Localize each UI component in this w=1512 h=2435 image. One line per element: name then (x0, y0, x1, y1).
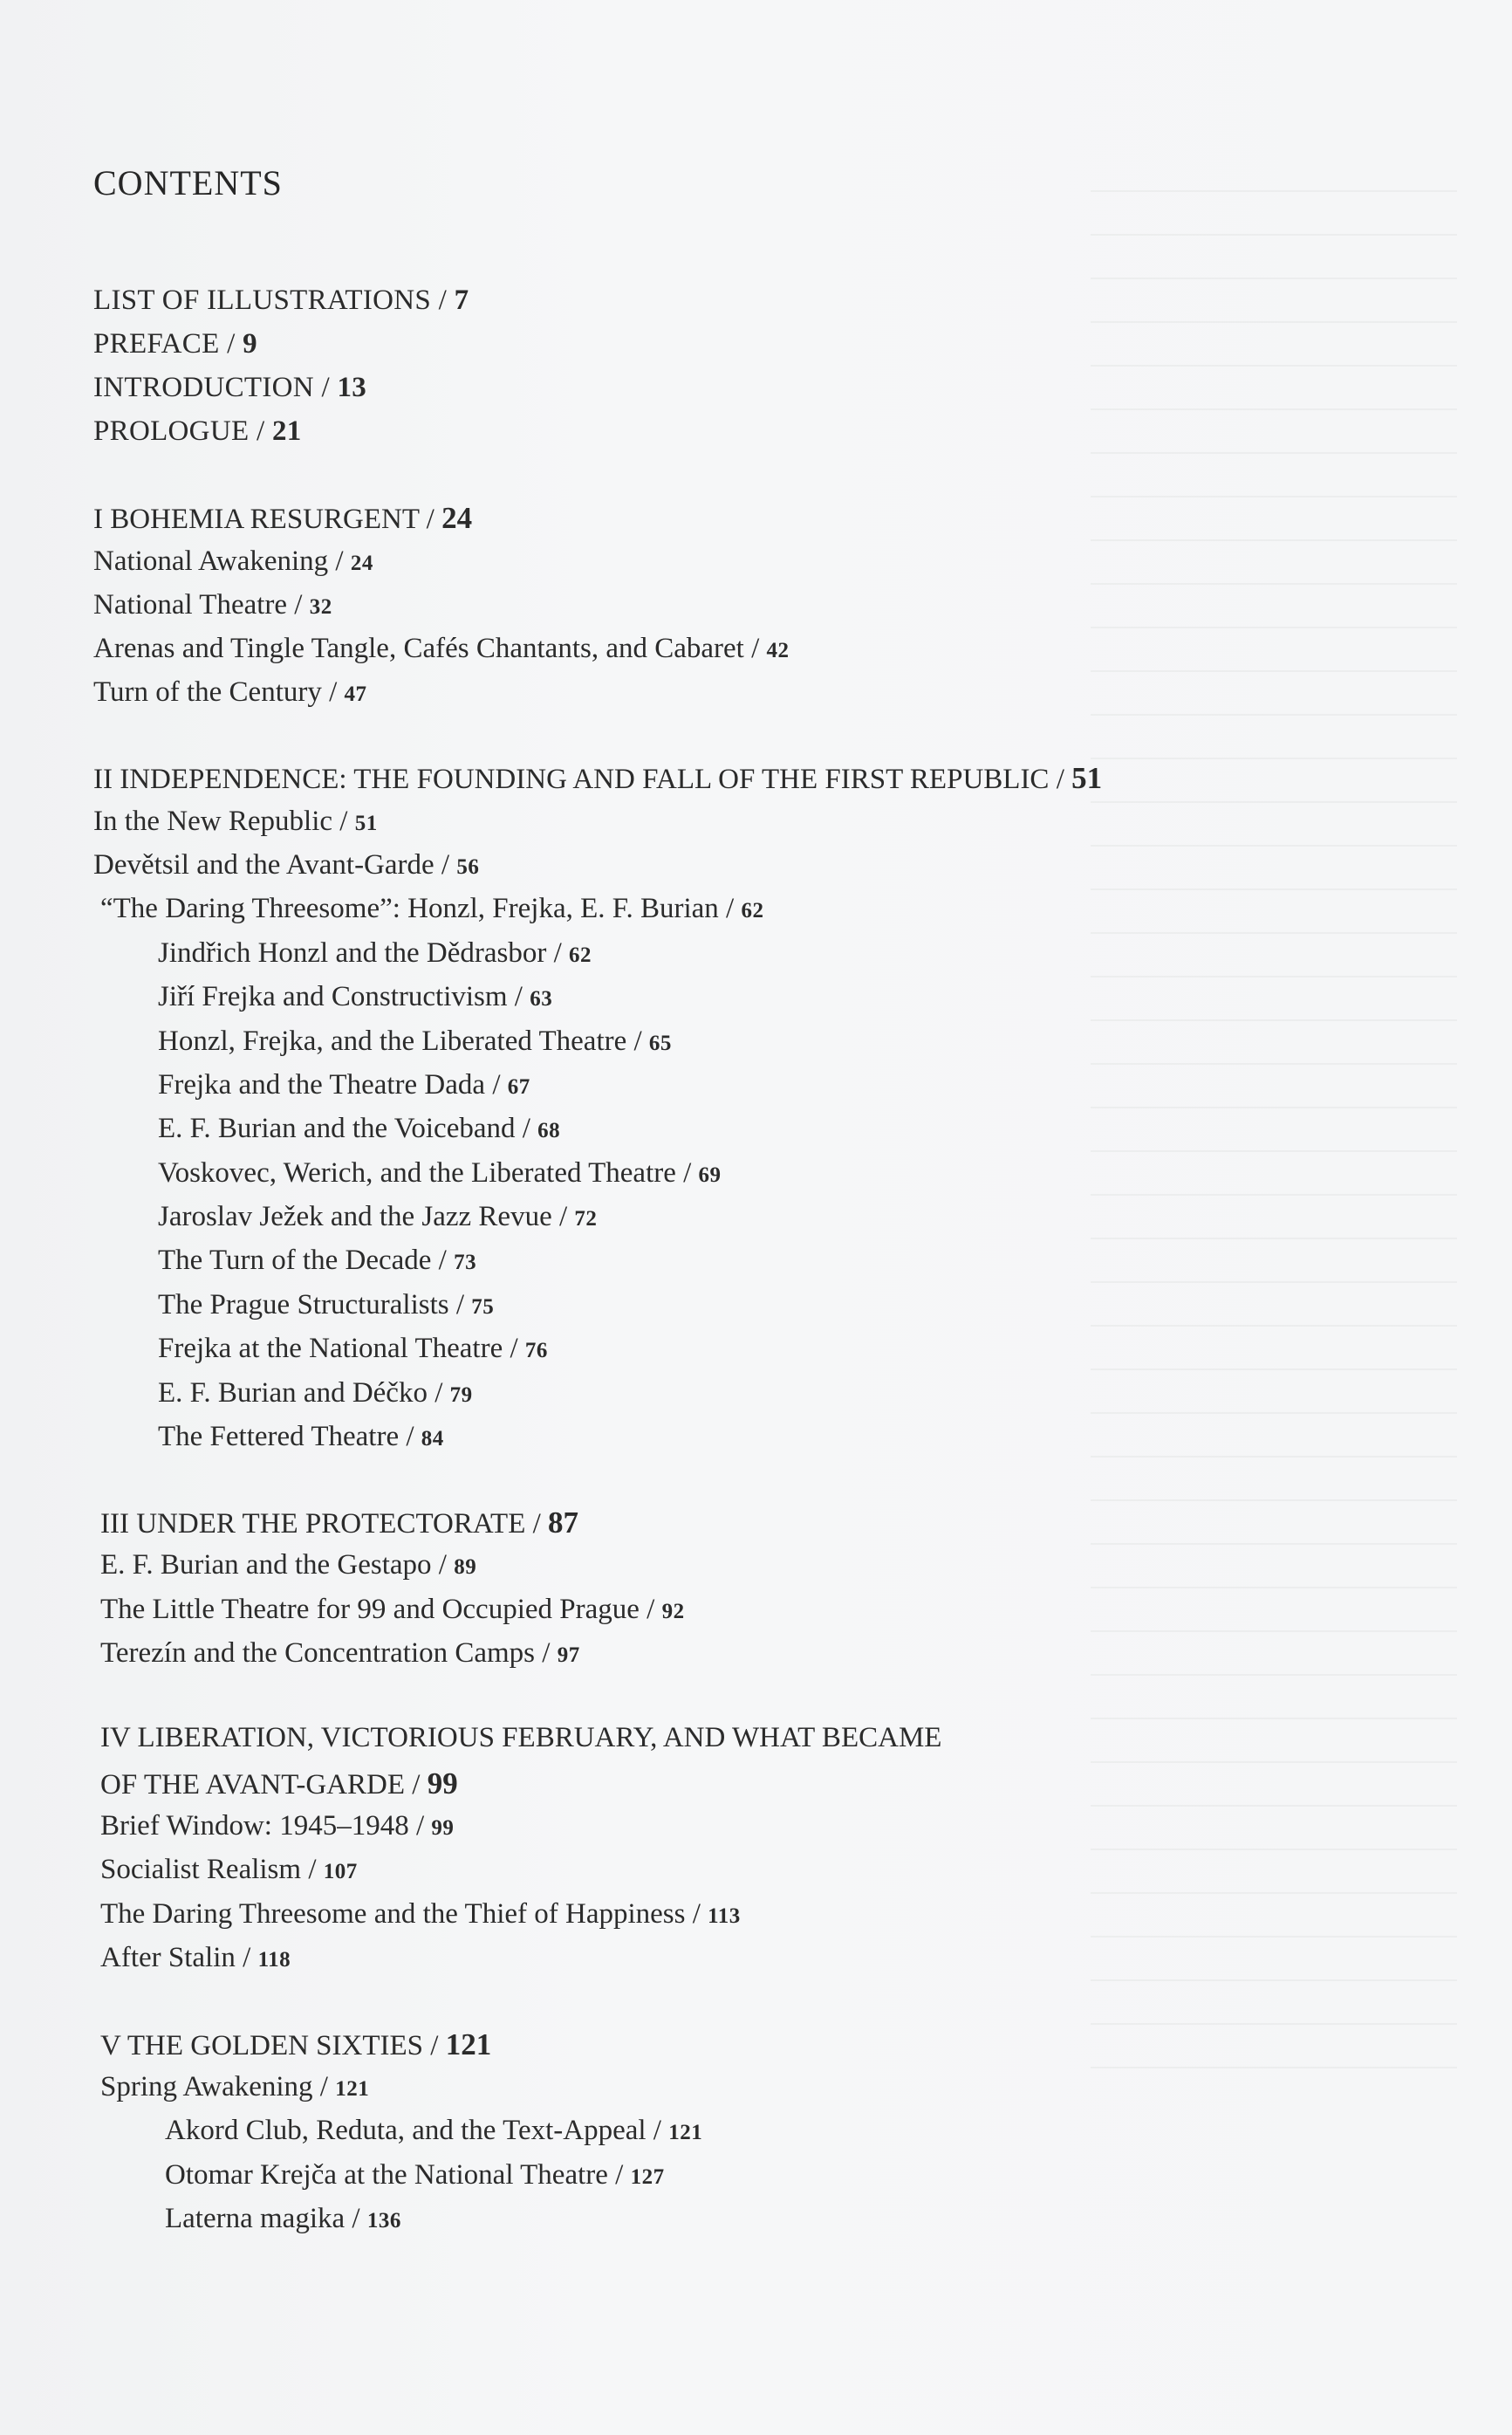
toc-entry (158, 1071, 530, 1100)
toc-page-number: 32 (309, 595, 332, 619)
toc-page-number: 79 (449, 1383, 473, 1407)
toc-entry-title: In the New Republic (93, 806, 333, 837)
toc-entry-title: PROLOGUE (93, 415, 250, 447)
toc-entry (93, 286, 469, 315)
toc-entry (93, 374, 366, 402)
toc-separator: / (301, 1854, 324, 1885)
toc-separator: / (743, 633, 767, 664)
toc-entry-title: Brief Window: 1945–1948 (100, 1810, 409, 1842)
toc-entry (165, 2161, 665, 2190)
toc-entry (100, 1551, 476, 1580)
toc-entry-title: “The Daring Threesome”: Honzl, Frejka, E. F. Burian (100, 893, 719, 924)
toc-separator: / (408, 1810, 432, 1842)
toc-page-number: 24 (441, 501, 473, 535)
toc-entry (158, 1246, 476, 1275)
toc-entry-title: National Awakening (93, 545, 329, 577)
toc-entry (93, 330, 257, 359)
toc-entry-title: The Fettered Theatre (158, 1421, 400, 1452)
toc-separator: / (427, 1377, 450, 1409)
toc-entry (158, 1379, 473, 1408)
toc-entry-title: The Daring Threesome and the Thief of Happiness (100, 1898, 686, 1930)
toc-page-number: 51 (1071, 761, 1103, 795)
toc-page-number: 136 (366, 2209, 401, 2233)
toc-entry-title: Laterna magika (165, 2203, 346, 2234)
toc-entry (158, 1423, 444, 1451)
toc-page-number: 63 (530, 987, 553, 1011)
toc-separator: / (485, 1069, 508, 1101)
toc-page-number: 56 (456, 855, 480, 879)
toc-entry-title: Jiří Frejka and Constructivism (158, 981, 508, 1012)
toc-separator: / (405, 1769, 428, 1801)
toc-entry-title: Jaroslav Ježek and the Jazz Revue (158, 1201, 552, 1232)
toc-entry (100, 2073, 369, 2102)
toc-entry-title: The Little Theatre for 99 and Occupied Prague (100, 1594, 640, 1625)
toc-entry (100, 1944, 291, 1972)
toc-separator: / (312, 2071, 336, 2102)
toc-separator: / (639, 1594, 662, 1625)
toc-page-number: 121 (668, 2121, 703, 2144)
toc-page-number: 65 (648, 1032, 672, 1055)
toc-separator: / (287, 589, 310, 621)
toc-entry-title: IV LIBERATION, VICTORIOUS FEBRUARY, AND WHAT BECAME (100, 1722, 942, 1753)
toc-entry-title: Socialist Realism (100, 1854, 302, 1885)
toc-entry (158, 1291, 494, 1320)
toc-entry-title: Turn of the Century (93, 676, 322, 708)
toc-entry (100, 1768, 458, 1800)
toc-separator: / (507, 981, 530, 1012)
toc-page-number: 107 (323, 1860, 358, 1883)
toc-page-number: 68 (537, 1119, 561, 1142)
toc-entry-title: E. F. Burian and the Gestapo (100, 1549, 432, 1581)
toc-entry-title: After Stalin (100, 1942, 236, 1973)
toc-entry (93, 763, 1102, 794)
toc-separator: / (431, 285, 455, 316)
toc-page-number: 67 (507, 1075, 530, 1099)
toc-entry-title: National Theatre (93, 589, 288, 621)
toc-separator: / (235, 1942, 258, 1973)
toc-entry-title: Terezín and the Concentration Camps (100, 1637, 536, 1669)
toc-separator: / (431, 1549, 455, 1581)
toc-page-number: 76 (524, 1339, 548, 1362)
toc-page-number: 72 (574, 1207, 598, 1231)
toc-page-number: 24 (350, 552, 373, 575)
toc-entry-title: Frejka and the Theatre Dada (158, 1069, 486, 1101)
toc-separator: / (328, 545, 351, 577)
toc-separator: / (607, 2159, 631, 2191)
toc-separator: / (434, 849, 457, 881)
toc-entry (158, 1334, 548, 1363)
toc-page-number: 89 (454, 1555, 477, 1579)
toc-separator: / (1049, 764, 1072, 795)
toc-page-number: 87 (548, 1506, 579, 1540)
toc-entry (100, 1724, 941, 1753)
toc-page-number: 69 (698, 1163, 722, 1187)
toc-separator: / (321, 676, 345, 708)
toc-entry (100, 1595, 685, 1624)
toc-separator: / (675, 1157, 699, 1189)
toc-entry (100, 1900, 741, 1929)
toc-entry-title: Frejka at the National Theatre (158, 1333, 503, 1364)
toc-entry (165, 2205, 401, 2233)
toc-separator: / (419, 504, 442, 535)
toc-entry (100, 1855, 358, 1884)
contents-heading: CONTENTS (93, 163, 283, 202)
toc-separator: / (525, 1508, 549, 1540)
toc-entry (100, 1507, 578, 1539)
toc-entry-title: The Prague Structuralists (158, 1289, 449, 1320)
toc-entry-title: I BOHEMIA RESURGENT (93, 504, 420, 535)
toc-entry (93, 807, 378, 836)
toc-entry (158, 1115, 560, 1143)
toc-page-number: 62 (569, 943, 592, 967)
toc-page-number: 92 (661, 1600, 685, 1623)
toc-entry (93, 851, 479, 880)
toc-page-number: 118 (257, 1948, 291, 1972)
toc-entry (100, 2029, 491, 2061)
toc-separator: / (535, 1637, 558, 1669)
toc-entry-title: Arenas and Tingle Tangle, Cafés Chantants, and Cabaret (93, 633, 744, 664)
toc-separator: / (332, 806, 355, 837)
toc-separator: / (219, 328, 243, 360)
toc-entry-title: II INDEPENDENCE: THE FOUNDING AND FALL OF THE FIRST REPUBLIC (93, 764, 1050, 795)
toc-entry-title: Otomar Krejča at the National Theatre (165, 2159, 608, 2191)
toc-page-number: 51 (354, 812, 378, 835)
toc-separator: / (249, 415, 272, 447)
toc-entry-title: E. F. Burian and Déčko (158, 1377, 428, 1409)
toc-separator: / (718, 893, 742, 924)
toc-entry-title: Devětsil and the Avant-Garde (93, 849, 434, 881)
toc-entry-title: Akord Club, Reduta, and the Text-Appeal (165, 2115, 647, 2146)
toc-entry (158, 939, 592, 968)
toc-entry (93, 634, 790, 663)
toc-entry (100, 895, 763, 923)
toc-page-number: 84 (421, 1427, 444, 1451)
toc-page-number: 13 (337, 372, 367, 403)
toc-entry (93, 547, 373, 576)
toc-entry-title: INTRODUCTION (93, 372, 314, 403)
toc-entry-title: Spring Awakening (100, 2071, 313, 2102)
toc-entry (93, 591, 332, 620)
toc-entry-title: Jindřich Honzl and the Dědrasbor (158, 937, 547, 969)
toc-separator: / (345, 2203, 367, 2234)
toc-page-number: 121 (335, 2077, 370, 2101)
toc-page-number: 113 (708, 1904, 741, 1928)
toc-separator: / (313, 372, 338, 403)
toc-entry (158, 1203, 597, 1231)
toc-entry-title: OF THE AVANT-GARDE (100, 1769, 406, 1801)
toc-separator: / (515, 1113, 538, 1144)
toc-separator: / (399, 1421, 421, 1452)
toc-entry-title: LIST OF ILLUSTRATIONS (93, 285, 432, 316)
toc-separator: / (423, 2030, 446, 2061)
toc-page-number: 121 (445, 2027, 492, 2061)
toc-page-number: 9 (243, 328, 257, 360)
toc-entry-title: Honzl, Frejka, and the Liberated Theatre (158, 1025, 627, 1057)
toc-entry (158, 983, 552, 1012)
toc-separator: / (503, 1333, 525, 1364)
toc-entry (165, 2116, 702, 2145)
toc-entry (93, 678, 367, 707)
toc-page-number: 127 (630, 2165, 665, 2189)
toc-page-number: 99 (431, 1816, 455, 1840)
toc-page-number: 73 (454, 1251, 477, 1274)
toc-separator: / (626, 1025, 649, 1057)
toc-separator: / (646, 2115, 669, 2146)
toc-page-number: 47 (344, 682, 367, 706)
toc-separator: / (448, 1289, 472, 1320)
toc-page-number: 62 (741, 899, 764, 923)
toc-page-number: 75 (471, 1295, 495, 1319)
toc-entry (93, 417, 302, 446)
toc-page-number: 7 (454, 285, 469, 316)
toc-separator: / (551, 1201, 575, 1232)
toc-entry-title: The Turn of the Decade (158, 1245, 432, 1276)
toc-entry (100, 1639, 580, 1668)
toc-page-number: 21 (271, 415, 302, 447)
toc-entry-title: PREFACE (93, 328, 220, 360)
toc-separator: / (431, 1245, 455, 1276)
toc-entry-title: V THE GOLDEN SIXTIES (100, 2030, 424, 2061)
toc-entry (158, 1027, 672, 1056)
toc-entry-title: Voskovec, Werich, and the Liberated Theatre (158, 1157, 676, 1189)
toc-separator: / (685, 1898, 708, 1930)
toc-separator: / (546, 937, 570, 969)
toc-page-number: 42 (766, 639, 790, 662)
toc-entry-title: E. F. Burian and the Voiceband (158, 1113, 516, 1144)
toc-entry (93, 503, 472, 534)
toc-page-number: 99 (427, 1766, 458, 1801)
toc-entry (100, 1812, 454, 1841)
toc-entry-title: III UNDER THE PROTECTORATE (100, 1508, 526, 1540)
toc-page-number: 97 (557, 1643, 580, 1667)
toc-entry (158, 1159, 722, 1188)
